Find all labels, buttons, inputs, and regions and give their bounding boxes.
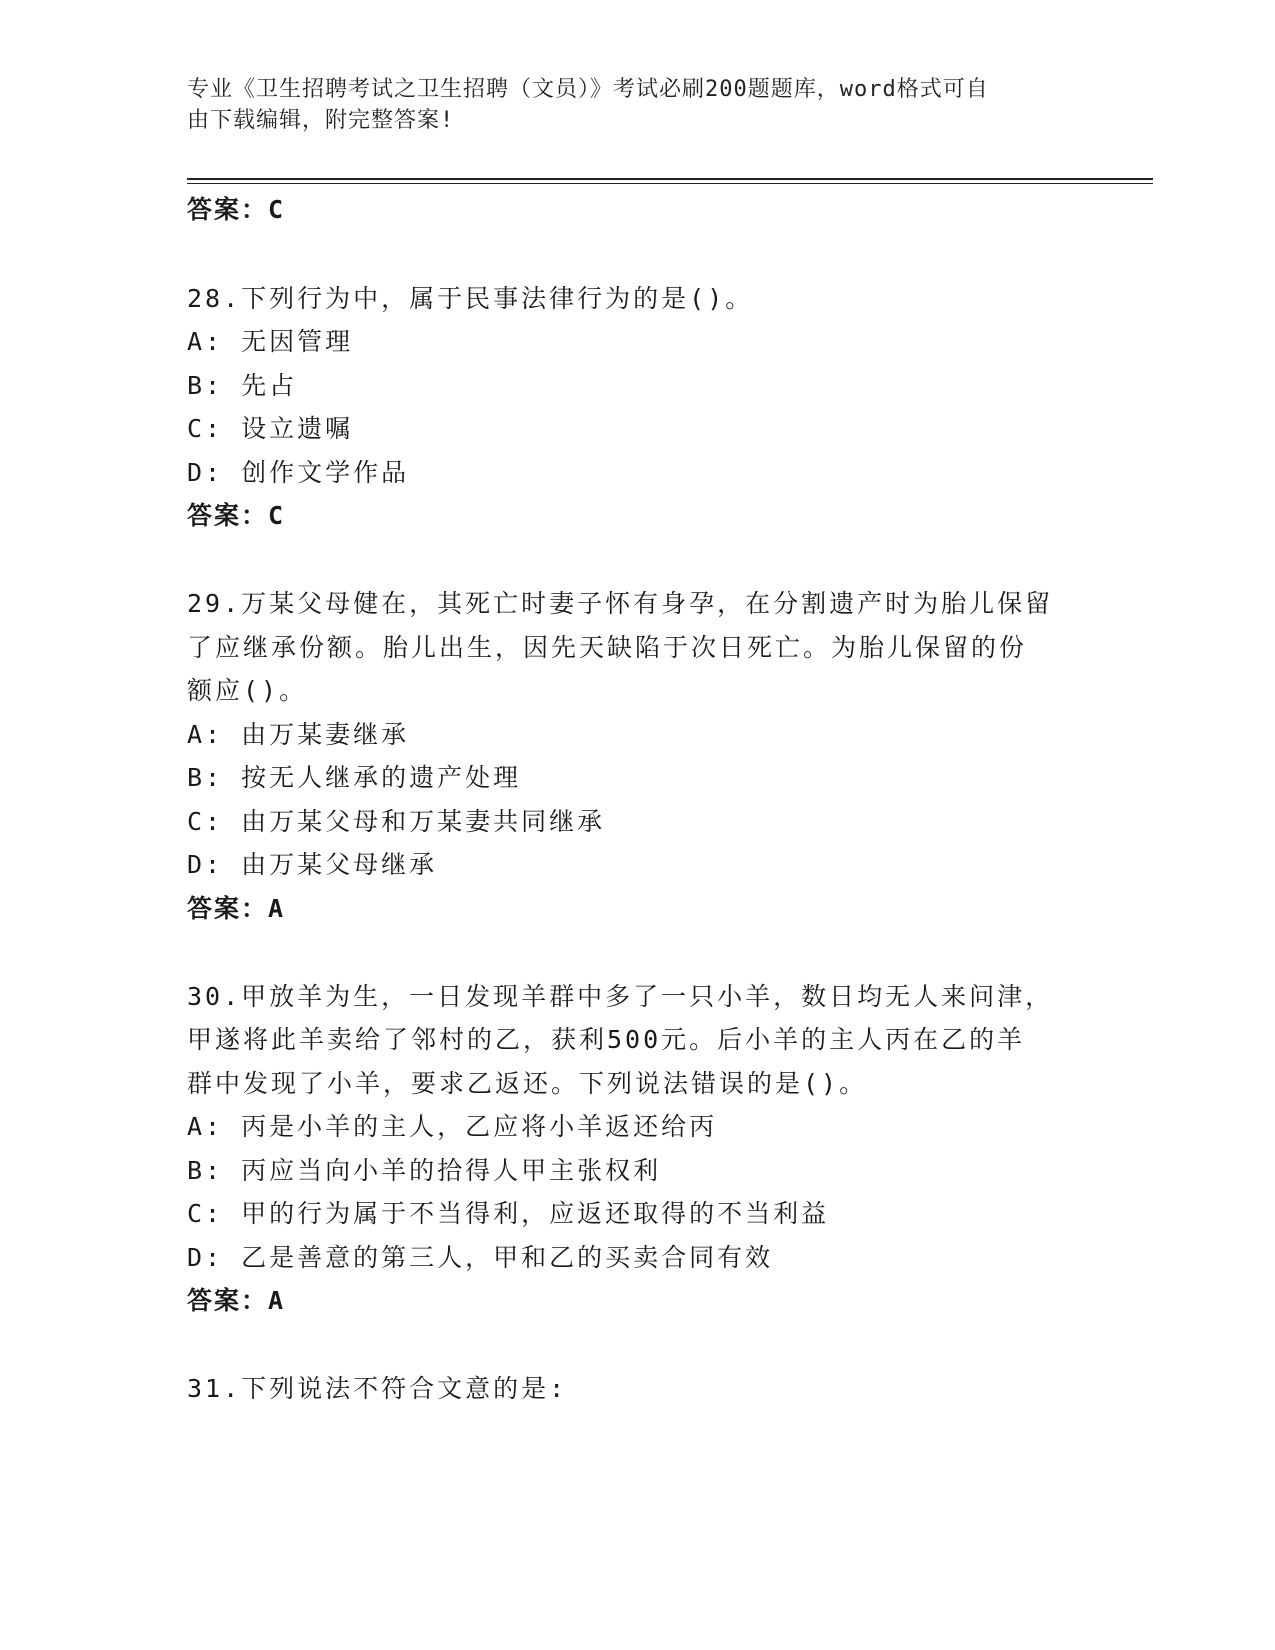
- question-29-option-a: A: 由万某妻继承: [187, 720, 410, 749]
- question-28-option-b: B: 先占: [187, 371, 298, 400]
- question-29-stem-line-1: 29.万某父母健在，其死亡时妻子怀有身孕，在分割遗产时为胎儿保留: [187, 589, 1054, 618]
- question-29-stem-line-3: 额应()。: [187, 676, 308, 705]
- question-28-stem: 28.下列行为中，属于民事法律行为的是()。: [187, 284, 754, 313]
- header-line-2: 由下载编辑，附完整答案!: [187, 108, 455, 133]
- previous-answer: 答案：C: [187, 195, 286, 224]
- question-28-answer: 答案：C: [187, 501, 286, 530]
- question-29-stem-line-2: 了应继承份额。胎儿出生，因先天缺陷于次日死亡。为胎儿保留的份: [187, 633, 1028, 662]
- question-31-stem: 31.下列说法不符合文意的是:: [187, 1374, 568, 1403]
- question-30-option-b: B: 丙应当向小羊的拾得人甲主张权利: [187, 1156, 662, 1185]
- question-28-option-a: A: 无因管理: [187, 327, 354, 356]
- question-30-option-c: C: 甲的行为属于不当得利，应返还取得的不当利益: [187, 1199, 830, 1228]
- question-30-stem-line-3: 群中发现了小羊，要求乙返还。下列说法错误的是()。: [187, 1069, 868, 1098]
- header-divider: [187, 178, 1153, 184]
- question-29-answer: 答案：A: [187, 894, 286, 923]
- question-28-option-d: D: 创作文学作品: [187, 458, 410, 487]
- question-28-option-c: C: 设立遗嘱: [187, 414, 354, 443]
- question-30-option-a: A: 丙是小羊的主人，乙应将小羊返还给丙: [187, 1112, 718, 1141]
- question-30-stem-line-2: 甲遂将此羊卖给了邻村的乙，获利500元。后小羊的主人丙在乙的羊: [187, 1025, 1026, 1054]
- header-line-1: 专业《卫生招聘考试之卫生招聘（文员）》考试必刷200题题库，word格式可自: [187, 77, 989, 102]
- question-30-answer: 答案：A: [187, 1286, 286, 1315]
- question-30-option-d: D: 乙是善意的第三人，甲和乙的买卖合同有效: [187, 1243, 774, 1272]
- question-29-option-c: C: 由万某父母和万某妻共同继承: [187, 807, 606, 836]
- document-header: [187, 74, 1067, 136]
- question-29-option-b: B: 按无人继承的遗产处理: [187, 763, 522, 792]
- question-30-stem-line-1: 30.甲放羊为生，一日发现羊群中多了一只小羊，数日均无人来问津，: [187, 982, 1054, 1011]
- question-29-option-d: D: 由万某父母继承: [187, 850, 438, 879]
